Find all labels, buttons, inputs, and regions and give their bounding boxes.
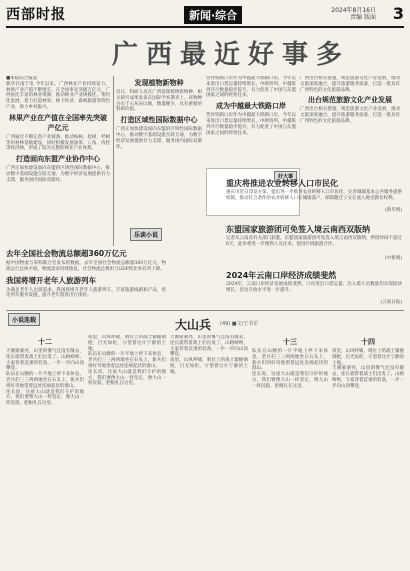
newspaper-logo: 西部时报 <box>6 7 66 23</box>
serial-chapter-2: 十三 <box>283 338 297 346</box>
right-paragraph-2: 广西出台相关措施，规范旅游文化产业发展，推动文旅深度融合，提升旅游服务质量，打造一批具有广西特色的文化旅游品牌。 <box>300 107 400 124</box>
serial-paragraph-4: 夜里，山风呼啸，哨位上的战士紧握钢枪，目光如炬，守望着这片宁静的土地。 <box>88 335 166 352</box>
issue-meta <box>331 7 376 21</box>
masthead <box>6 4 404 28</box>
left-paragraph-1: 新华社南宁电 今年以来，广西林业产业持续发力，林果产业产值不断增长，在全国率先突破万亿元。广西依托丰富的林业资源，推动林业产业规模化、集约化发展，着力打造林果、林下经济、森林旅游等特色产业，助力乡村振兴。 <box>6 81 110 110</box>
middle-subtitle-1: 发现植物新物种 <box>134 79 184 87</box>
mini-badge: 乐读小说 <box>130 228 162 241</box>
news-title-2: 我国将增开老年人旅游列车 <box>6 275 96 285</box>
middle-paragraph-2: 广西正加快建设面向东盟的区域性国际数据中心，推动数字基础设施互联互通，为数字经济发展提供有力支撑，服务国内国际双循环。 <box>116 127 202 150</box>
serial-column-4 <box>252 335 328 560</box>
column-divider <box>113 76 114 246</box>
serial-column-2 <box>88 335 166 560</box>
right-news-body-3: 2024年，云南口岸经济发展成绩斐然，口岸进出口货运量、出入境人员数量均实现较快增长，沿边开放水平进一步提升。 <box>226 282 402 293</box>
serial-paragraph-5: 队伍在山腰的一片平地上停下来休息，老兵们三三两两地坐在石头上，新兵们则好奇地望着远处连绵起伏的群山。 <box>88 352 166 369</box>
left-column <box>6 76 110 246</box>
middle-subtitle-2: 成为中越最大铁路口岸 <box>216 102 286 111</box>
center-paragraph-1: 凭祥铁路口岸作为中越最大铁路口岸，今年以来进出口货运量持续增长，中欧班列、中越班列开行数量稳步提升，有力促进了中国与东盟国家之间的经贸往来。 <box>206 76 296 99</box>
right-news-source-3: (云南日报) <box>380 300 402 305</box>
serial-paragraph-10: 连长说，这座大山就是我们守护的地方，我们要像大山一样坚定，像大山一样沉稳，把根扎在这里。 <box>252 372 328 389</box>
right-news-body-1: 重庆市近日印发方案，提出进一步推进农业转移人口市民化，完善城镇基本公共服务提供机制，推动符合条件的农业转移人口在城镇落户，保障随迁子女在流入地受教育权利。 <box>226 190 402 201</box>
middle-paragraph-1: 近日，科研人员在广西发现植物新物种，相关研究成果发表在国际学术期刊上。该物种分布于石灰岩山地，数量稀少，具有重要的科研价值。 <box>116 90 202 113</box>
news-body-2: 为满足老年人出游需求，我国将增开老年人旅游列车，丰富旅游线路和产品，优化列车服务设施，提升老年旅客出行体验。 <box>6 287 166 299</box>
right-news-title-1: 重庆将推进农业转移人口市民化 <box>226 179 338 188</box>
main-headline: 广西最近好事多 <box>112 40 351 70</box>
section-label: 新闻·综合 <box>184 6 242 24</box>
serial-divider <box>6 310 404 311</box>
serial-title: 大山兵 <box>175 318 212 332</box>
right-news-source-1: (新华网) <box>384 208 402 213</box>
serial-paragraph-6: 连长说，这座大山就是我们守护的地方，我们要像大山一样坚定，像大山一样沉稳，把根扎在这里。 <box>88 369 166 387</box>
photo-badge: 好大事 <box>274 171 297 182</box>
kicker: ■本报综合报道 <box>6 76 38 81</box>
serial-paragraph-7: 天刚蒙蒙亮，山里的雾气还没有散去，连长就带着战士们出发了。山路崎岖，大家背着沉重的装备，一步一步向山顶攀登。 <box>170 335 248 358</box>
right-news-source-2: (中新网) <box>384 256 402 261</box>
center-paragraph-2: 凭祥铁路口岸作为中越最大铁路口岸，今年以来进出口货运量持续增长，中欧班列、中越班列开行数量稳步提升，有力促进了中国与东盟国家之间的经贸往来。 <box>206 113 296 136</box>
right-subtitle: 出台规范旅游文化产业发展 <box>308 96 392 105</box>
right-news-body-2: 记者从云南省有关部门获悉，东盟国家旅游团可免签入境云南西双版纳，停留时间不超过6天，此举将进一步便利人员往来，促进区域旅游合作。 <box>226 236 402 247</box>
serial-paragraph-8: 夜里，山风呼啸，哨位上的战士紧握钢枪，目光如炬，守望着这片宁静的土地。 <box>170 358 248 375</box>
serial-chapter-3: 十四 <box>361 338 375 346</box>
news-body-1: 据中国物流与采购联合会发布的数据，去年全国社会物流总额超360万亿元，物流运行总体平稳，物流需求持续恢复，社会物流总费用与GDP的比率有所下降。 <box>6 261 166 272</box>
serial-column-1 <box>6 335 84 560</box>
middle-column <box>116 76 202 246</box>
serial-paragraph-12: 天刚蒙蒙亮，山里的雾气还没有散去，连长就带着战士们出发了。山路崎岖，大家背着沉重的装备，一步一步向山顶攀登。 <box>332 366 404 389</box>
right-news-title-2: 东盟国家旅游团可免签入境云南西双版纳 <box>226 225 370 234</box>
serial-paragraph-1: 天刚蒙蒙亮，山里的雾气还没有散去，连长就带着战士们出发了。山路崎岖，大家背着沉重的装备，一步一步向山顶攀登。 <box>6 349 84 372</box>
headline-band <box>6 30 404 70</box>
left-subtitle-2: 打造面向东盟产业协作中心 <box>16 155 100 164</box>
left-paragraph-2: 广西通过不断完善产业链条，推动桉树、松树、杉树等用材林基地建设，同时积极发展油茶、八角、肉桂等经济林，形成了较为完整的林业产业体系。 <box>6 134 110 152</box>
right-paragraph-1: 广西出台相关措施，规范旅游文化产业发展，推动文旅深度融合，提升旅游服务质量，打造一批具有广西特色的文化旅游品牌。 <box>300 76 400 93</box>
serial-paragraph-9: 队伍在山腰的一片平地上停下来休息，老兵们三三两两地坐在石头上，新兵们则好奇地望着远处连绵起伏的群山。 <box>252 349 328 372</box>
serial-paragraph-2: 队伍在山腰的一片平地上停下来休息，老兵们三三两两地坐在石头上，新兵们则好奇地望着远处连绵起伏的群山。 <box>6 372 84 389</box>
serial-paragraph-3: 连长说，这座大山就是我们守护的地方，我们要像大山一样坚定，像大山一样沉稳，把根扎在这里。 <box>6 389 84 407</box>
issue-date: 2024年8月16日 <box>331 7 376 14</box>
news-title-1: 去年全国社会物流总额超360万亿元 <box>6 249 127 258</box>
left-subtitle-1: 林果产业在产值在全国率先突破产亿元 <box>9 113 107 132</box>
serial-column-3 <box>170 335 248 560</box>
right-news-stack <box>226 178 402 310</box>
bottom-left-news <box>6 246 166 308</box>
serial-chapter: 十二 <box>38 338 52 346</box>
serial-badge: 小说连载 <box>8 313 40 326</box>
left-paragraph-3: 广西正加快建设面向东盟的区域性国际数据中心，推动数字基础设施互联互通，为数字经济发展提供有力支撑，服务国内国际双循环。 <box>6 166 110 183</box>
serial-subtitle: (49) ■文/王书军 <box>220 321 259 327</box>
serial-column-5 <box>332 335 404 560</box>
issue-editor: 责编 版面 <box>350 14 376 21</box>
serial-paragraph-11: 夜里，山风呼啸，哨位上的战士紧握钢枪，目光如炬，守望着这片宁静的土地。 <box>332 349 404 366</box>
right-news-title-3: 2024年云南口岸经济成绩斐然 <box>226 271 337 280</box>
middle-subtitle-3: 打造区域性国际数据中心 <box>120 116 198 125</box>
page-number: 3 <box>392 4 404 23</box>
